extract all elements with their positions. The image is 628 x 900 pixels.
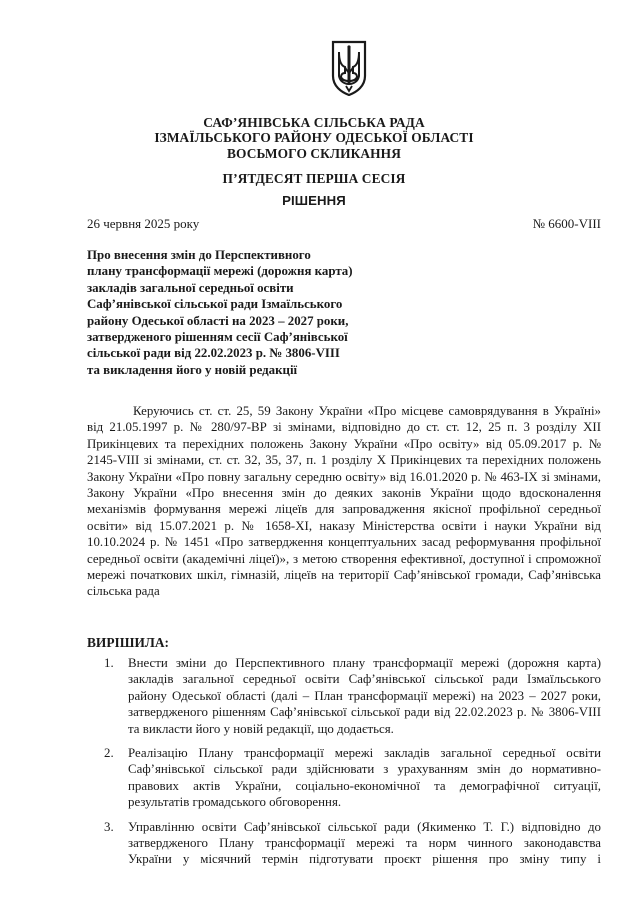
subject-line: закладів загальної середньої освіти	[87, 280, 294, 295]
decision-item	[104, 745, 601, 811]
preamble-line: від 21.05.1997 р. № 280/97-ВР зі змінами, відповідно до ст. ст. 12, 25 п. 3 розділу XII	[87, 420, 601, 435]
preamble-line: сільська рада	[87, 584, 160, 599]
preamble-line: мережі початкових шкіл, гімназій, ліцеїв на території Саф’янівської громади, Саф’янівська	[87, 568, 601, 583]
item-number: 2.	[104, 746, 114, 761]
item-line: Управлінню освіти Саф’янівської сільської ради (Якименко Т. Г.) відповідно до	[128, 819, 601, 834]
item-line: Внести зміни до Перспективного плану трансформації мережі (дорожня карта)	[128, 656, 601, 670]
preamble-line: Прикінцевих та перехідних положень Закону України «Про освіту» від 05.09.2017 р. №	[87, 436, 601, 451]
session-title: П’ЯТДЕСЯТ ПЕРША СЕСІЯ	[222, 171, 406, 186]
convocation: ВОСЬМОГО СКЛИКАННЯ	[227, 146, 401, 161]
preamble-line: 10.10.2024 р. № 1451 «Про затвердження концептуальних засад реформування профільної	[87, 535, 601, 550]
preamble-line: Керуючись ст. ст. 25, 59 Закону України «Про місцеве самоврядування в Україні»	[133, 404, 601, 418]
subject-line: плану трансформації мережі (дорожня карта)	[87, 264, 353, 279]
decision-number: № 6600-VIII	[532, 216, 601, 231]
decision-items	[104, 655, 601, 876]
subject-line: району Одеської області на 2023 – 2027 роки,	[87, 313, 349, 328]
preamble-line: 2145-VIII зі змінами, ст. ст. 32, 35, 37, п. 1 розділу X Прикінцевих та перехідних положень	[87, 453, 601, 468]
preamble-line: Закону України «Про внесення змін до деяких законів України щодо вдосконалення	[87, 486, 601, 501]
decision-subject	[87, 247, 417, 378]
decision-item	[104, 655, 601, 737]
decision-date: 26 червня 2025 року	[87, 216, 200, 231]
coat-of-arms-icon	[331, 40, 367, 96]
preamble-line: освіти» від 15.07.2021 р. № 1658-ХІ, наказу Міністерства освіти і науки України від	[87, 518, 601, 533]
subject-line: затвердженого рішенням сесії Саф’янівської	[87, 330, 348, 345]
item-number: 1.	[104, 656, 114, 670]
subject-line: Саф’янівської сільської ради Ізмаїльського	[87, 297, 343, 312]
decision-item	[104, 819, 601, 868]
item-line: затвердженого рішенням Саф’янівської сільської ради від 22.02.2023 р. № 3806-VIII	[128, 705, 601, 720]
item-number: 3.	[104, 819, 114, 834]
preamble-line: середньої освіти (академічні ліцеї)», з метою створення ефективної, доступної і спроможної	[87, 551, 601, 566]
item-line: закладів загальної середньої освіти Саф’янівської сільської ради Ізмаїльського	[128, 672, 601, 687]
item-line: результатів громадського обговорення.	[128, 795, 342, 810]
council-name: САФ’ЯНІВСЬКА СІЛЬСЬКА РАДА	[203, 115, 425, 130]
item-line: України у місячний термін підготувати проєкт рішення про зміну типу і	[128, 852, 601, 867]
item-line: затвердженого Плану трансформації мережі та норм чинного законодавства	[128, 836, 601, 851]
subject-line: сільської ради від 22.02.2023 р. № 3806-VIII	[87, 346, 340, 361]
preamble-line: механізмів формування мережі ліцеїв для запровадження якісної профільної середньої	[87, 502, 601, 517]
preamble-line: Закону України «Про повну загальну середню освіту» від 16.01.2020 р. № 463-IX зі змінами,	[87, 469, 601, 484]
item-line: Саф’янівської сільської ради здійснювати з урахуванням змін до нормативно-	[128, 762, 601, 777]
item-line: правових актів України, соціально-економічної та демографічної ситуації,	[128, 778, 601, 793]
preamble-paragraph	[87, 403, 601, 600]
item-line: Реалізацію Плану трансформації мережі закладів загальної середньої освіти	[128, 746, 601, 761]
subject-line: Про внесення змін до Перспективного	[87, 248, 311, 262]
item-line: району Одеської області (далі – План трансформації мережі) на 2023 – 2027 роки,	[128, 688, 601, 703]
resolved-heading: ВИРІШИЛА:	[87, 635, 169, 650]
district-name: ІЗМАЇЛЬСЬКОГО РАЙОНУ ОДЕСЬКОЇ ОБЛАСТІ	[154, 130, 474, 145]
item-line: та викласти його у новій редакції, що додається.	[128, 721, 394, 736]
document-type: РІШЕННЯ	[282, 193, 346, 208]
subject-line: та викладення його у новій редакції	[87, 362, 298, 377]
